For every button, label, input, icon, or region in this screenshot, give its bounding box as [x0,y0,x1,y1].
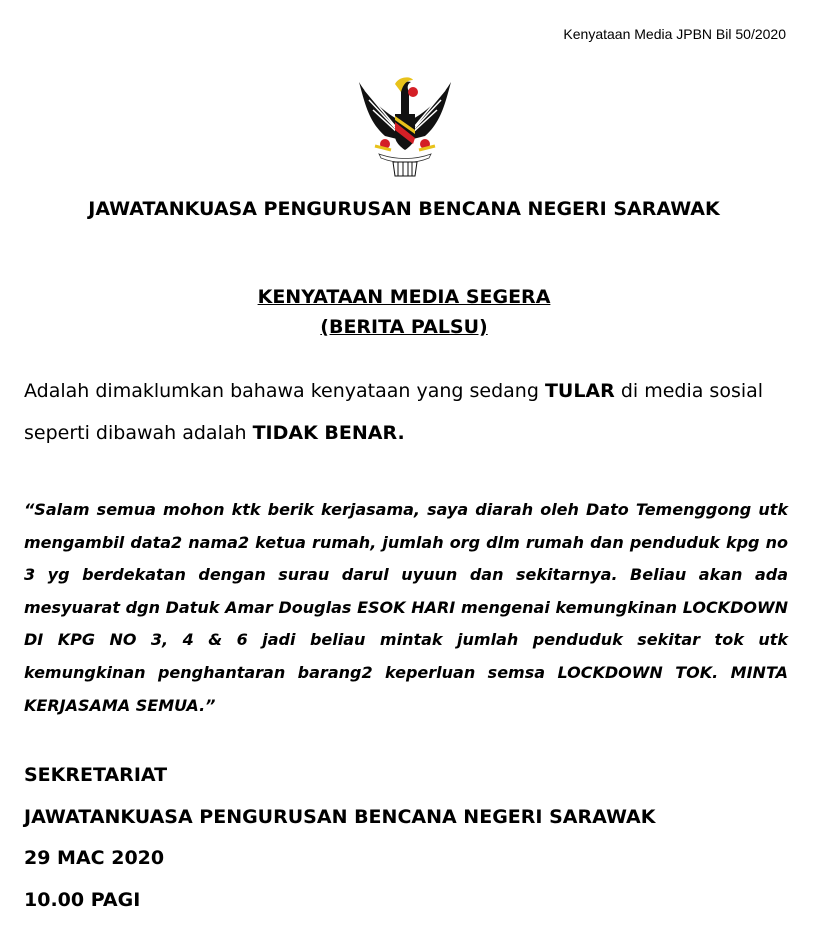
title-line-2: (BERITA PALSU) [320,316,488,338]
signature-line-2: JAWATANKUASA PENGURUSAN BENCANA NEGERI SARAWAK [24,805,656,828]
signature-time: 10.00 PAGI [24,888,141,911]
signature-line-1: SEKRETARIAT [24,764,168,786]
coat-of-arms-icon [355,74,455,178]
intro-bold-1: TULAR [544,380,615,402]
title-line-1: KENYATAAN MEDIA SEGERA [257,286,551,308]
statement-title [0,282,808,342]
intro-text-2: di media sosial seperti dibawah adalah [24,380,764,444]
signature-block [24,755,655,921]
signature-date: 29 MAC 2020 [24,847,165,869]
intro-bold-2: TIDAK BENAR. [252,422,405,444]
intro-text-1: Adalah dimaklumkan bahawa kenyataan yang sedang [24,380,545,402]
viral-message-quote: “Salam semua mohon ktk berik kerjasama, saya diarah oleh Dato Temenggong utk mengambil data2 nama2 ketua rumah, jumlah org dlm rumah dan penduduk kpg no 3 yg berdekatan dengan surau darul uyuun dan sekitarnya. Beliau akan ada mesyuarat dgn Datuk Amar Douglas ESOK HARI mengenai kemungkinan LOCKDOWN DI KPG NO 3, 4 & 6 jadi beliau mintak jumlah penduduk sekitar tok utk kemungkinan penghantaran barang2 keperluan semsa LOCKDOWN TOK. MINTA KERJASAMA SEMUA.” [24,500,788,715]
organization-heading: JAWATANKUASA PENGURUSAN BENCANA NEGERI SARAWAK [88,198,720,220]
intro-paragraph [24,370,794,454]
reference-number: Kenyataan Media JPBN Bil 50/2020 [563,26,786,42]
